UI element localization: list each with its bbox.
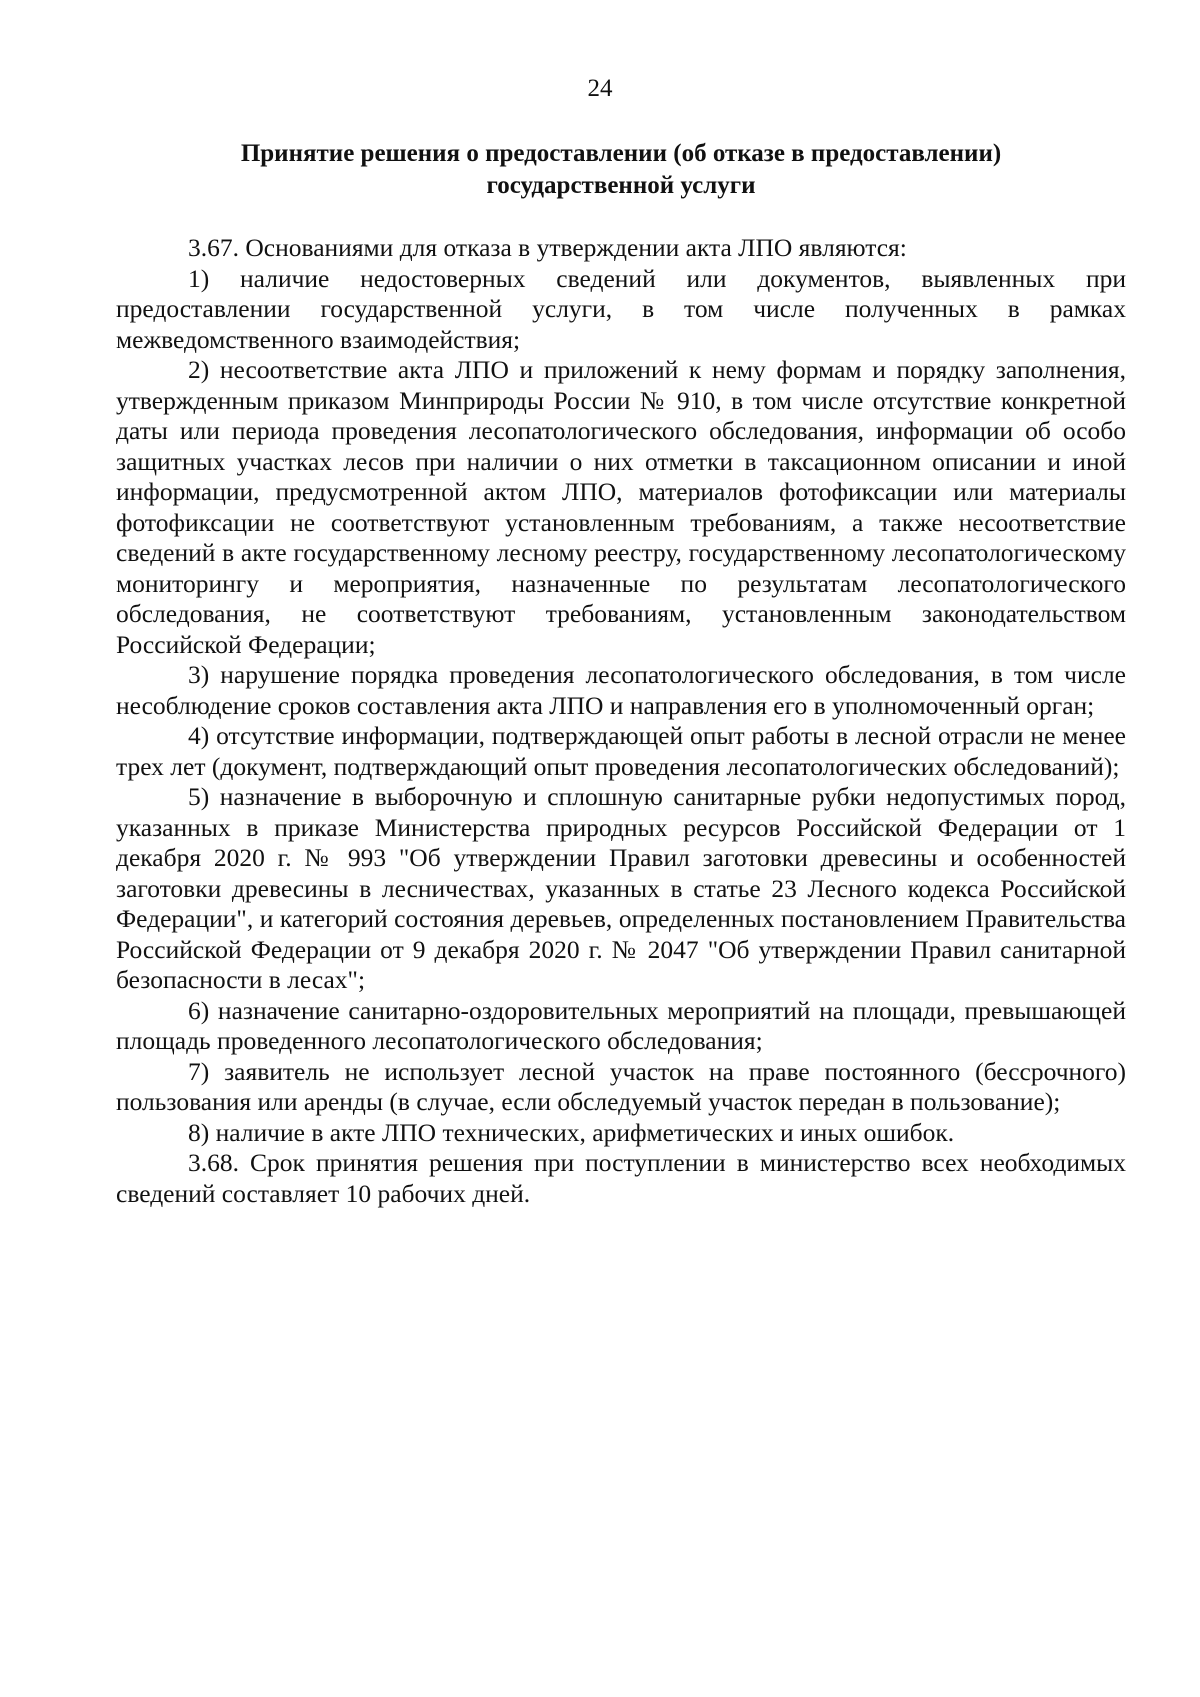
paragraph-item-7: 7) заявитель не использует лесной участок на праве постоянного (бессрочного) пользования или аренды (в случае, если обследуемый участок передан в пользование); [116,1056,1126,1116]
page-number: 24 [587,75,613,102]
paragraph-3-68: 3.68. Срок принятия решения при поступлении в министерство всех необходимых сведений составляет 10 рабочих дней. [116,1148,1126,1208]
paragraph-item-2: 2) несоответствие акта ЛПО и приложений к нему формам и порядку заполнения, утвержденным приказом Минприроды России № 910, в том числе отсутствие конкретной даты или периода проведения лесопатологического обследования, информации об особо защитных участках лесов при наличии о них отметки в таксационном описании и иной информации, предусмотренной актом ЛПО, материалов фотофиксации или материалы фотофиксации не соответствуют установленным требованиям, а также несоответствие сведений в акте государственному лесному реестру, государственному лесопатологическому мониторингу и мероприятия, назначенные по результатам лесопатологического обследования, не соответствуют требованиям, установленным законодательством Российской Федерации; [116,355,1126,659]
section-heading-line-2: государственной услуги [486,172,756,199]
paragraph-item-3: 3) нарушение порядка проведения лесопатологического обследования, в том числе несоблюдение сроков составления акта ЛПО и направления его в уполномоченный орган; [116,660,1126,720]
paragraph-3-67: 3.67. Основаниями для отказа в утверждении акта ЛПО являются: [188,233,907,262]
section-heading [116,138,1126,202]
section-heading-line-1: Принятие решения о предоставлении (об отказе в предоставлении) [240,140,1002,167]
paragraph-item-5: 5) назначение в выборочную и сплошную санитарные рубки недопустимых пород, указанных в приказе Министерства природных ресурсов Российской Федерации от 1 декабря 2020 г. № 993 "Об утверждении Правил заготовки древесины и особенностей заготовки древесины в лесничествах, указанных в статье 23 Лесного кодекса Российской Федерации", и категорий состояния деревьев, определенных постановлением Правительства Российской Федерации от 9 декабря 2020 г. № 2047 "Об утверждении Правил санитарной безопасности в лесах"; [116,782,1126,994]
paragraph-item-6: 6) назначение санитарно-оздоровительных мероприятий на площади, превышающей площадь проведенного лесопатологического обследования; [116,995,1126,1055]
paragraph-item-8: 8) наличие в акте ЛПО технических, арифметических и иных ошибок. [188,1117,955,1147]
document-body [116,233,1126,1209]
paragraph-item-1: 1) наличие недостоверных сведений или документов, выявленных при предоставлении государственной услуги, в том числе полученных в рамках межведомственного взаимодействия; [116,263,1126,354]
paragraph-item-4: 4) отсутствие информации, подтверждающей опыт работы в лесной отрасли не менее трех лет (документ, подтверждающий опыт проведения лесопатологических обследований); [116,721,1126,781]
